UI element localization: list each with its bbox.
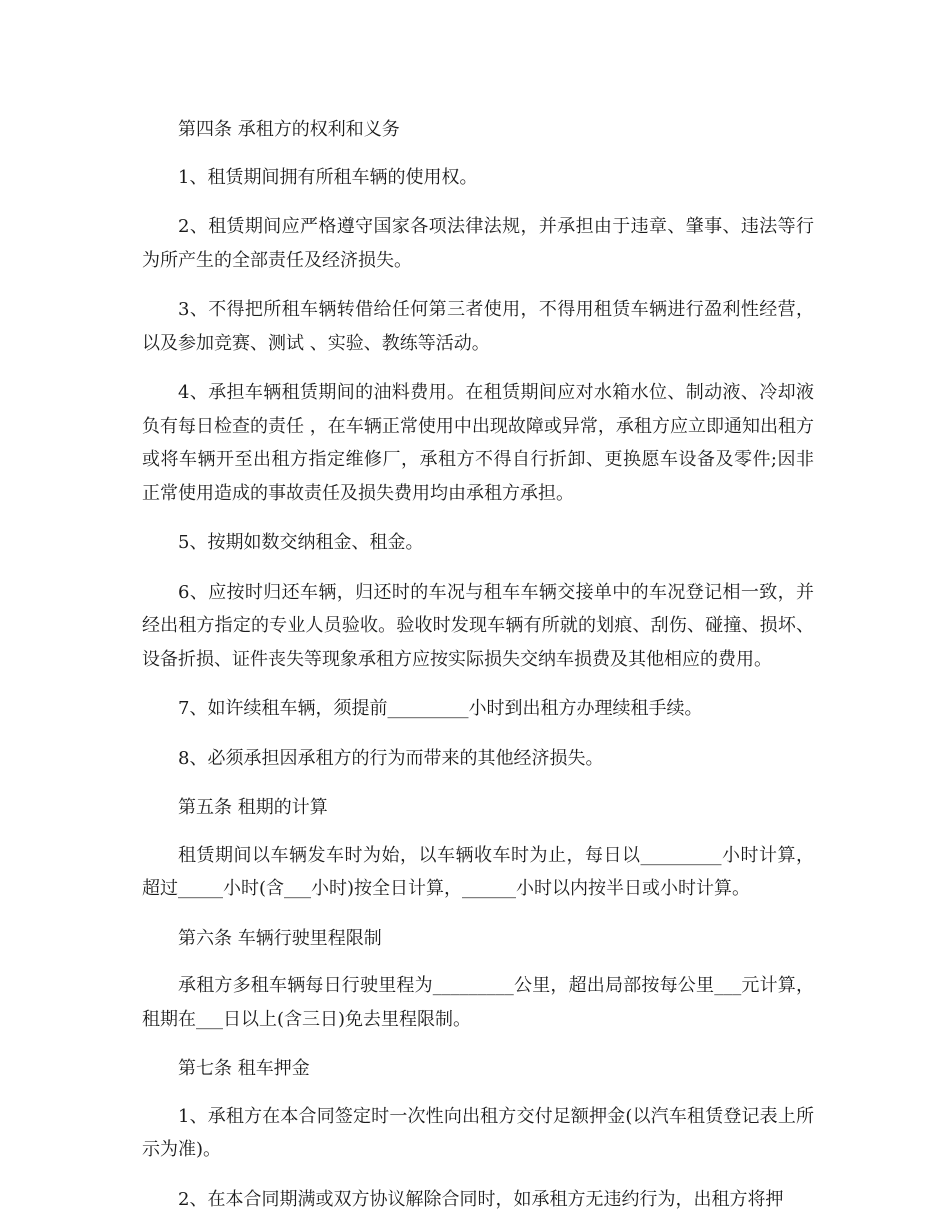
section-heading-6: 第六条 车辆行驶里程限制 <box>178 927 382 949</box>
clause-4-1: 1、租赁期间拥有所租车辆的使用权。 <box>178 166 478 188</box>
section-heading-7: 第七条 租车押金 <box>178 1058 310 1079</box>
clause-5-text: 租赁期间以车辆发车时为始，以车辆收车时为止，每日以_________小时计算，超过_____小时(含___小时)按全日计算，______小时以内按半日或小时计算。 <box>142 844 814 899</box>
clause-6-text: 承租方多租车辆每日行驶里程为_________公里，超出局部按每公里___元计算，租期在___日以上(含三日)免去里程限制。 <box>142 975 814 1030</box>
clause-4-2: 2、租赁期间应严格遵守国家各项法律法规，并承担由于违章、肇事、违法等行为所产生的全部责任及经济损失。 <box>142 216 814 271</box>
document-body <box>142 113 814 1232</box>
section-heading-5: 第五条 租期的计算 <box>178 797 328 818</box>
clause-4-3: 3、不得把所租车辆转借给任何第三者使用，不得用租赁车辆进行盈利性经营，以及参加竞赛、测试 、实验、教练等活动。 <box>142 299 814 354</box>
clause-4-4: 4、承担车辆租赁期间的油料费用。在租赁期间应对水箱水位、制动液、冷却液负有每日检查的责任 ，在车辆正常使用中出现故障或异常，承租方应立即通知出租方或将车辆开至出租方指定维修厂，承租方不得自行折卸、更换愿车设备及零件;因非正常使用造成的事故责任及损失费用均由承租方承担。 <box>142 382 814 504</box>
clause-4-6: 6、应按时归还车辆，归还时的车况与租车车辆交接单中的车况登记相一致，并经出租方指定的专业人员验收。验收时发现车辆有所就的划痕、刮伤、碰撞、损坏、设备折损、证件丧失等现象承租方应按实际损失交纳车损费及其他相应的费用。 <box>142 581 814 670</box>
clause-7-1: 1、承租方在本合同签定时一次性向出租方交付足额押金(以汽车租赁登记表上所示为准)。 <box>142 1105 814 1160</box>
clause-4-7: 7、如许续租车辆，须提前_________小时到出租方办理续租手续。 <box>178 698 703 719</box>
clause-4-5: 5、按期如数交纳租金、租金。 <box>178 532 424 553</box>
section-heading-4: 第四条 承租方的权利和义务 <box>178 119 400 140</box>
clause-7-2: 2、在本合同期满或双方协议解除合同时，如承租方无违约行为，出租方将押 <box>178 1188 784 1210</box>
clause-4-8: 8、必须承担因承租方的行为而带来的其他经济损失。 <box>178 747 604 769</box>
